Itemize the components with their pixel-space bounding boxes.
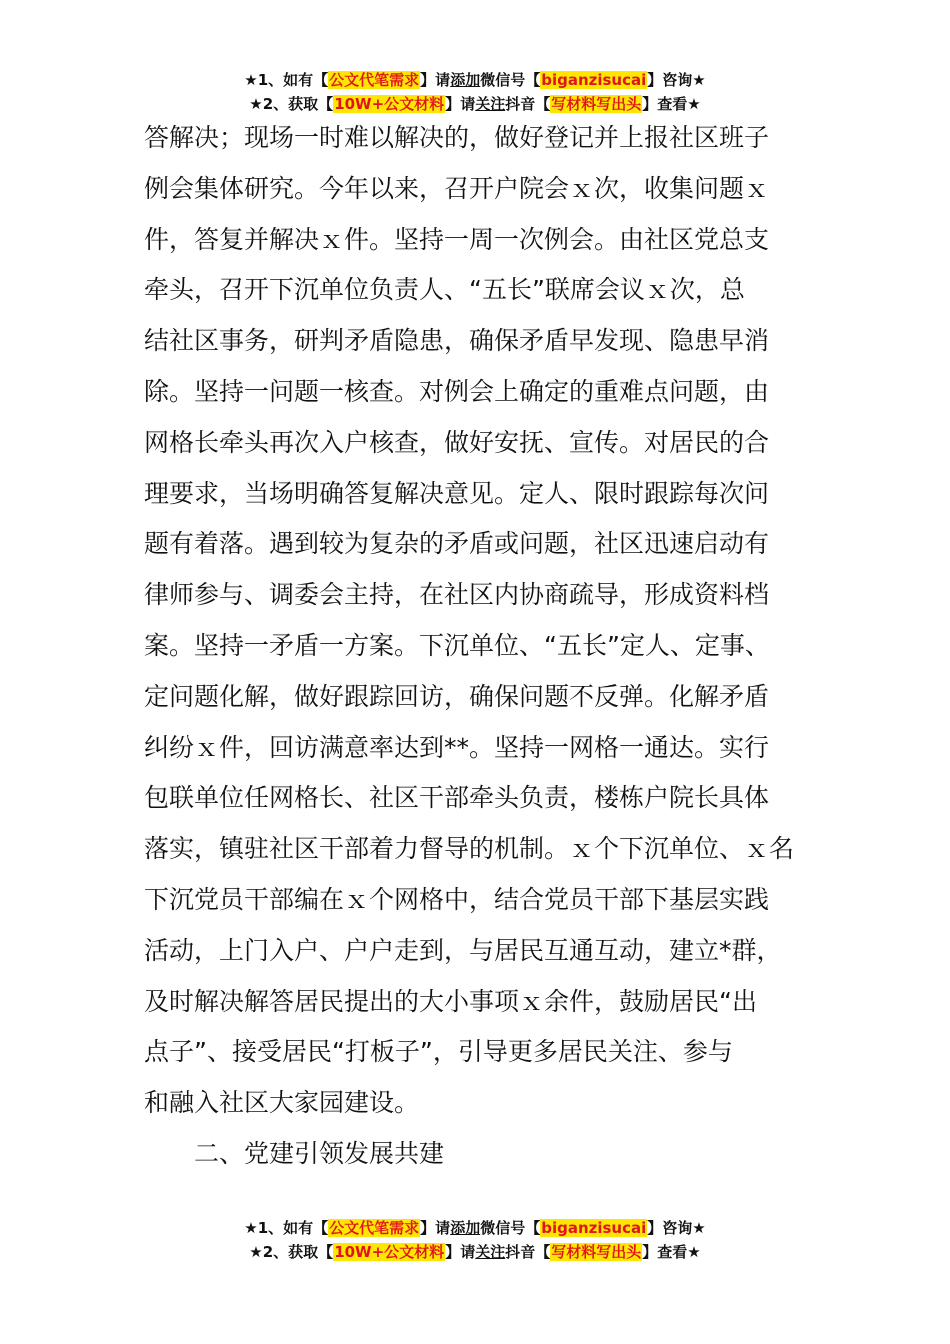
paragraph-line: 纠纷ｘ件，回访满意率达到**。坚持一网格一通达。实行 bbox=[144, 732, 770, 762]
header-banner bbox=[0, 68, 950, 116]
document-body bbox=[144, 113, 809, 1180]
paragraph-line: 例会集体研究。今年以来，召开户院会ｘ次，收集问题ｘ bbox=[144, 173, 770, 203]
paragraph-line: 及时解决解答居民提出的大小事项ｘ余件，鼓励居民“出 bbox=[144, 986, 757, 1016]
paragraph-line: 落实，镇驻社区干部着力督导的机制。ｘ个下沉单位、ｘ名 bbox=[144, 834, 795, 864]
banner-highlight: 10W+公文材料 bbox=[334, 1243, 445, 1261]
paragraph-line: 件，答复并解决ｘ件。坚持一周一次例会。由社区党总支 bbox=[144, 224, 770, 254]
paragraph-line: 点子”、接受居民“打板子”，引导更多居民关注、参与 bbox=[144, 1037, 733, 1067]
banner-highlight: 公文代笔需求 bbox=[329, 71, 420, 89]
paragraph-line: 除。坚持一问题一核查。对例会上确定的重难点问题，由 bbox=[144, 376, 770, 406]
paragraph-line: 案。坚持一矛盾一方案。下沉单位、“五长”定人、定事、 bbox=[144, 630, 770, 660]
banner-line-1: ★1、如有【公文代笔需求】请添加微信号【biganzisucai】咨询★ bbox=[244, 71, 706, 89]
paragraph-line: 理要求，当场明确答复解决意见。定人、限时跟踪每次问 bbox=[144, 478, 770, 508]
paragraph-line: 结社区事务，研判矛盾隐患，确保矛盾早发现、隐患早消 bbox=[144, 326, 770, 356]
banner-wechat-id: biganzisucai bbox=[541, 1219, 647, 1237]
banner-highlight: 10W+公文材料 bbox=[334, 95, 445, 113]
banner-line-1: ★1、如有【公文代笔需求】请添加微信号【biganzisucai】咨询★ bbox=[244, 1219, 706, 1237]
section-heading: 二、党建引领发展共建 bbox=[194, 1138, 445, 1168]
paragraph-line: 律师参与、调委会主持，在社区内协商疏导，形成资料档 bbox=[144, 580, 770, 610]
banner-wechat-id: biganzisucai bbox=[541, 71, 647, 89]
paragraph-line: 和融入社区大家园建设。 bbox=[144, 1088, 420, 1118]
paragraph-line: 包联单位任网格长、社区干部牵头负责，楼栋户院长具体 bbox=[144, 783, 770, 813]
paragraph-line: 下沉党员干部编在ｘ个网格中，结合党员干部下基层实践 bbox=[144, 884, 770, 914]
banner-douyin-id: 写材料写出头 bbox=[551, 95, 642, 113]
paragraph-line: 网格长牵头再次入户核查，做好安抚、宣传。对居民的合 bbox=[144, 427, 770, 457]
banner-line-2: ★2、获取【10W+公文材料】请关注抖音【写材料写出头】查看★ bbox=[249, 1243, 701, 1261]
banner-highlight: 公文代笔需求 bbox=[329, 1219, 420, 1237]
banner-douyin-id: 写材料写出头 bbox=[551, 1243, 642, 1261]
paragraph-line: 活动，上门入户、户户走到，与居民互通互动，建立*群， bbox=[144, 935, 782, 965]
paragraph-line: 牵头，召开下沉单位负责人、“五长”联席会议ｘ次，总 bbox=[144, 275, 745, 305]
banner-line-2: ★2、获取【10W+公文材料】请关注抖音【写材料写出头】查看★ bbox=[249, 95, 701, 113]
paragraph-line: 答解决；现场一时难以解决的，做好登记并上报社区班子 bbox=[144, 123, 770, 152]
paragraph-line: 定问题化解，做好跟踪回访，确保问题不反弹。化解矛盾 bbox=[144, 681, 770, 711]
paragraph-line: 题有着落。遇到较为复杂的矛盾或问题，社区迅速启动有 bbox=[144, 529, 770, 559]
footer-banner bbox=[0, 1216, 950, 1264]
